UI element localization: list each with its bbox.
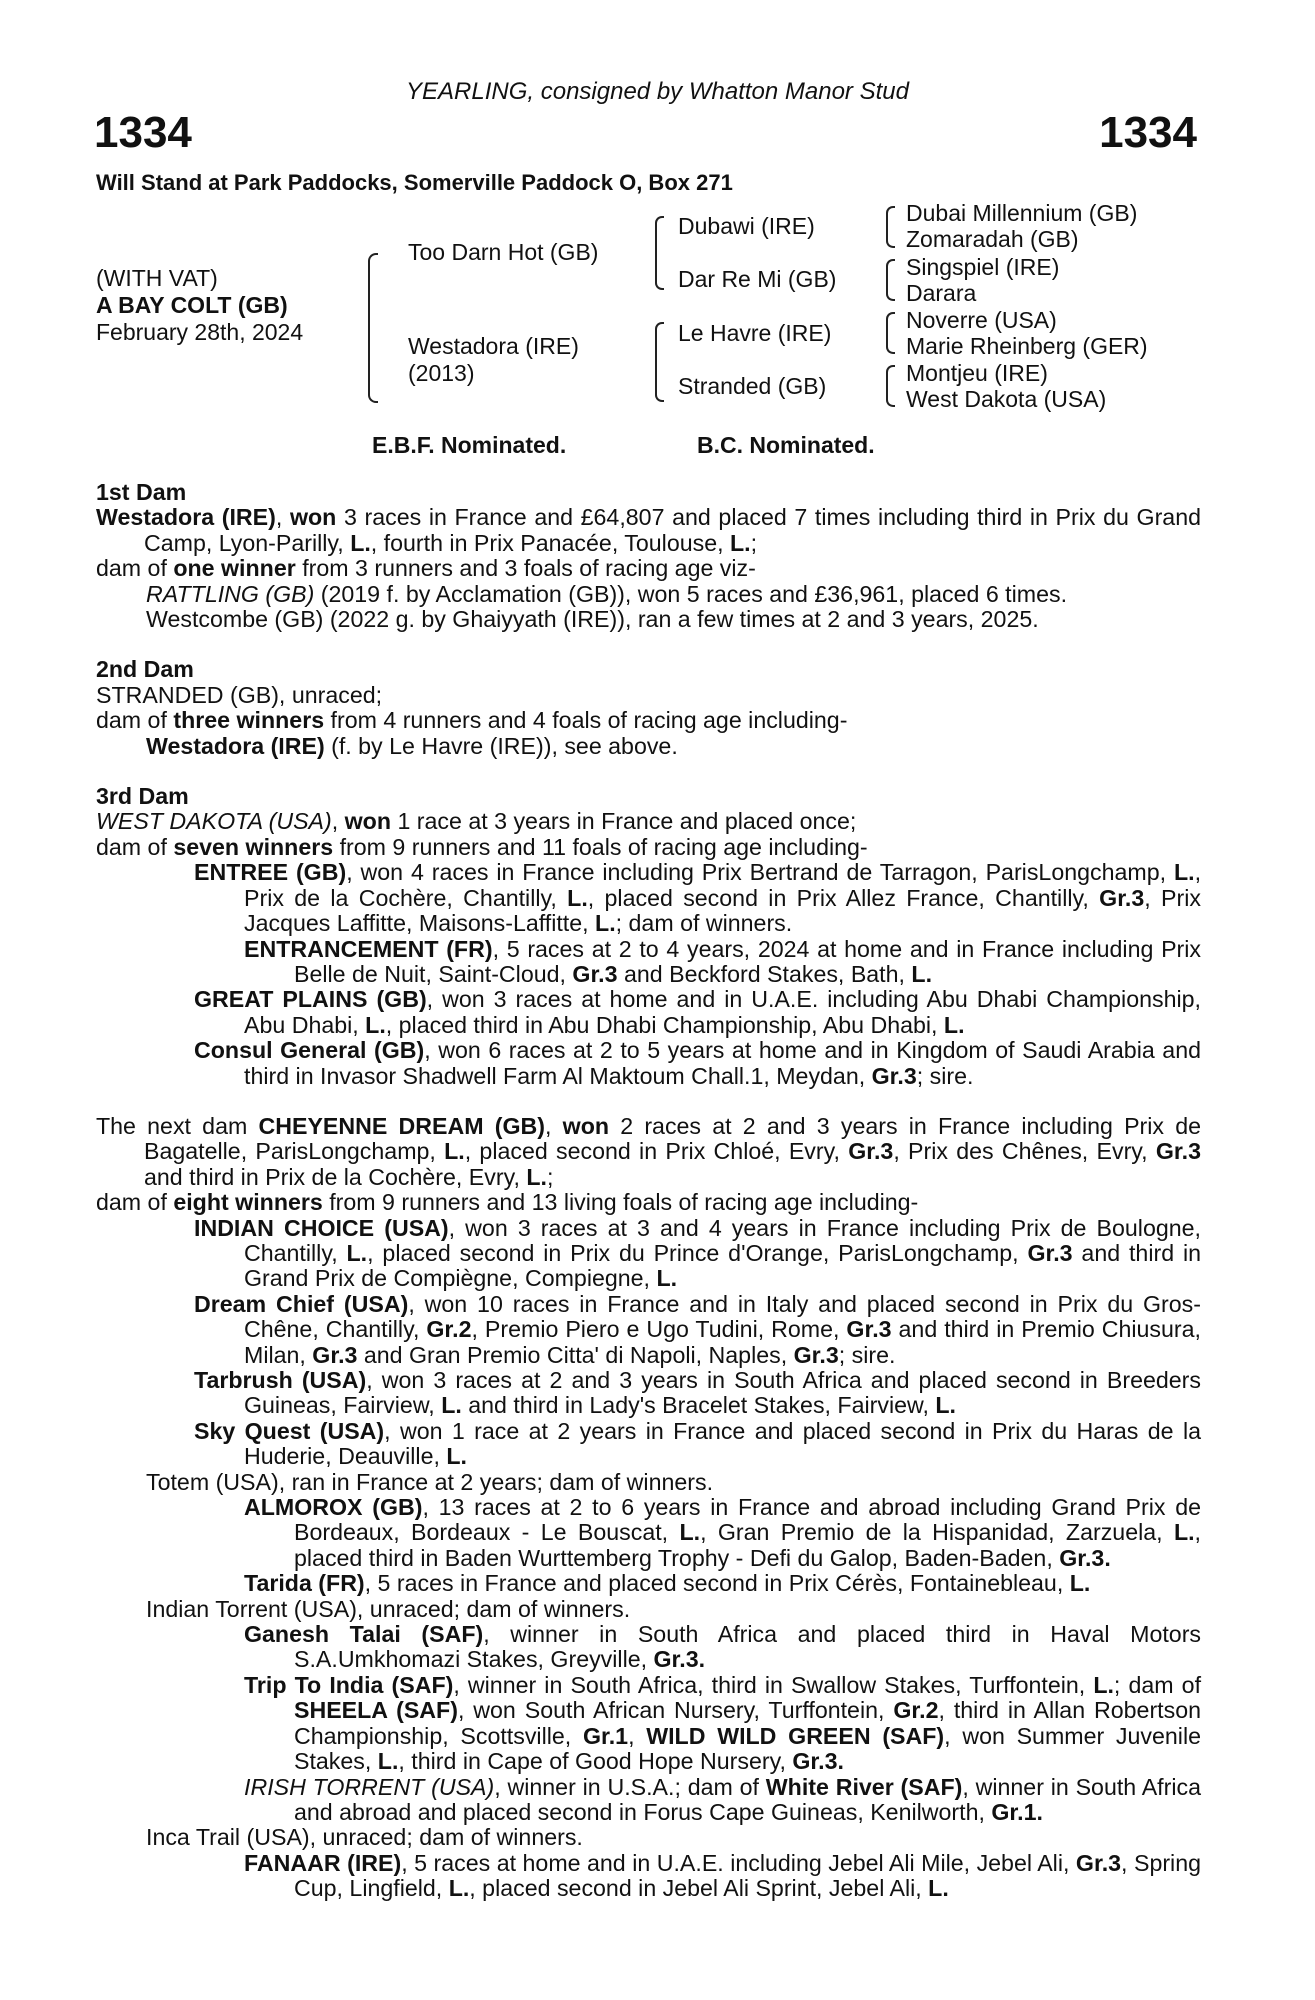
brace-4 xyxy=(886,365,895,407)
brace-3 xyxy=(886,312,895,354)
progeny-tarbrush: Tarbrush (USA), won 3 races at 2 and 3 years in South Africa and placed second in Breeders Guineas, Fairview, L. and third in Lady's Bracelet Stakes, Fairview, L. xyxy=(194,1367,1201,1419)
second-dam-record: STRANDED (GB), unraced; xyxy=(96,681,383,708)
progeny-westcombe: Westcombe (GB) (2022 g. by Ghaiyyath (IRE)), ran a few times at 2 and 3 years, 2025. xyxy=(146,606,1039,633)
sire-name: Too Darn Hot (GB) xyxy=(408,239,599,265)
progeny-fanaar: FANAAR (IRE), 5 races at home and in U.A.E. including Jebel Ali Mile, Jebel Ali, Gr.3, Spring Cup, Lingfield, L., placed second in Jebel Ali Sprint, Jebel Ali, L. xyxy=(244,1849,1202,1902)
next-dam-produce: dam of eight winners from 9 runners and 13 living foals of racing age including- xyxy=(96,1189,919,1216)
progeny-totem: Totem (USA), ran in France at 2 years; dam of winners. xyxy=(146,1468,714,1495)
ebf-nomination: E.B.F. Nominated. xyxy=(372,432,567,458)
progeny-ganesh-talai: Ganesh Talai (SAF), winner in South Africa and placed third in Haval Motors S.A.Umkhomazi Stakes, Greyville, Gr.3. xyxy=(244,1621,1202,1673)
third-dam-record: WEST DAKOTA (USA), won 1 race at 3 years in France and placed once; xyxy=(96,808,857,835)
progeny-indian-choice: INDIAN CHOICE (USA), won 3 races at 3 and 4 years in France including Prix de Boulogne, Chantilly, L., placed second in Prix du Prince d'Orange, ParisLongchamp, Gr.3 and third in Grand Prix de Compiègne, Compiegne, L. xyxy=(194,1214,1201,1292)
lot-number-right: 1334 xyxy=(1099,108,1197,157)
progeny-indian-torrent: Indian Torrent (USA), unraced; dam of winners. xyxy=(146,1595,631,1622)
sire-brace xyxy=(655,216,664,290)
third-dam-produce: dam of seven winners from 9 runners and 11 foals of racing age including- xyxy=(96,833,868,860)
sire-sire: Dubawi (IRE) xyxy=(678,213,815,239)
progeny-westadora: Westadora (IRE) (f. by Le Havre (IRE)), see above. xyxy=(146,732,678,759)
first-dam-produce: dam of one winner from 3 runners and 3 foals of racing age viz- xyxy=(96,555,756,582)
next-dam-record: The next dam CHEYENNE DREAM (GB), won 2 races at 2 and 3 years in France including Prix de Bagatelle, ParisLongchamp, L., placed second in Prix Chloé, Evry, Gr.3, Prix des Chênes, Evry, Gr.3 and third in Prix de la Cochère, Evry, L.; xyxy=(96,1112,1202,1190)
first-dam-heading: 1st Dam xyxy=(96,479,187,505)
brace-1 xyxy=(886,206,895,248)
first-dam-record: Westadora (IRE), won 3 races in France and £64,807 and placed 7 times including third in Prix du Grand Camp, Lyon-Parilly, L., fourth in Prix Panacée, Toulouse, L.; xyxy=(96,504,1201,556)
sale-subtitle: YEARLING, consigned by Whatton Manor Stud xyxy=(406,78,909,105)
stand-location: Will Stand at Park Paddocks, Somerville Paddock O, Box 271 xyxy=(96,170,733,195)
second-dam-produce: dam of three winners from 4 runners and 4 foals of racing age including- xyxy=(96,707,848,734)
lot-number-left: 1334 xyxy=(94,108,192,157)
ggs-5: Noverre (USA) xyxy=(906,307,1057,333)
progeny-tarida: Tarida (FR), 5 races in France and placed second in Prix Cérès, Fontainebleau, L. xyxy=(244,1570,1091,1597)
progeny-rattling: RATTLING (GB) (2019 f. by Acclamation (GB)), won 5 races and £36,961, placed 6 times. xyxy=(146,580,1068,607)
foaling-date: February 28th, 2024 xyxy=(96,319,304,345)
dam-sire: Le Havre (IRE) xyxy=(678,320,832,346)
progeny-dream-chief: Dream Chief (USA), won 10 races in France and in Italy and placed second in Prix du Gros-Chêne, Chantilly, Gr.2, Premio Piero e Ugo Tudini, Rome, Gr.3 and third in Premio Chiusura, Milan, Gr.3 and Gran Premio Citta' di Napoli, Naples, Gr.3; sire. xyxy=(194,1290,1201,1368)
dam-brace xyxy=(655,322,664,402)
ggs-2: Zomaradah (GB) xyxy=(906,226,1079,252)
brace-2 xyxy=(886,259,895,301)
progeny-entrancement: ENTRANCEMENT (FR), 5 races at 2 to 4 years, 2024 at home and in France including Prix Belle de Nuit, Saint-Cloud, Gr.3 and Beckford Stakes, Bath, L. xyxy=(244,935,1201,987)
progeny-sky-quest: Sky Quest (USA), won 1 race at 2 years in France and placed second in Prix du Haras de la Huderie, Deauville, L. xyxy=(194,1417,1201,1470)
ggs-1: Dubai Millennium (GB) xyxy=(906,200,1138,226)
catalogue-text xyxy=(96,480,1201,1902)
pedigree-brace xyxy=(368,253,378,403)
vat-note: (WITH VAT) xyxy=(96,265,218,291)
ggs-8: West Dakota (USA) xyxy=(906,386,1107,412)
bc-nomination: B.C. Nominated. xyxy=(697,432,875,458)
ggs-6: Marie Rheinberg (GER) xyxy=(906,333,1148,359)
progeny-entree: ENTREE (GB), won 4 races in France including Prix Bertrand de Tarragon, ParisLongchamp, L., Prix de la Cochère, Chantilly, L., placed second in Prix Allez France, Chantilly, Gr.3, Prix Jacques Laffitte, Maisons-Laffitte, L.; dam of winners. xyxy=(194,859,1202,937)
horse-name: A BAY COLT (GB) xyxy=(96,292,288,318)
ggs-4: Darara xyxy=(906,280,977,306)
sire-dam: Dar Re Mi (GB) xyxy=(678,266,837,292)
ggs-3: Singspiel (IRE) xyxy=(906,254,1060,280)
progeny-irish-torrent: IRISH TORRENT (USA), winner in U.S.A.; dam of White River (SAF), winner in South Africa and abroad and placed second in Forus Cape Guineas, Kenilworth, Gr.1. xyxy=(244,1773,1201,1825)
ggs-7: Montjeu (IRE) xyxy=(906,360,1048,386)
second-dam-heading: 2nd Dam xyxy=(96,656,194,683)
dam-year: (2013) xyxy=(408,360,475,386)
progeny-great-plains: GREAT PLAINS (GB), won 3 races at home and in U.A.E. including Abu Dhabi Championship, Abu Dhabi, L., placed third in Abu Dhabi Championship, Abu Dhabi, L. xyxy=(194,986,1201,1038)
progeny-inca-trail: Inca Trail (USA), unraced; dam of winners. xyxy=(146,1824,583,1851)
dam-name: Westadora (IRE) xyxy=(408,333,579,359)
third-dam-heading: 3rd Dam xyxy=(96,783,189,810)
dam-dam: Stranded (GB) xyxy=(678,373,827,399)
progeny-almorox: ALMOROX (GB), 13 races at 2 to 6 years in France and abroad including Grand Prix de Bordeaux, Bordeaux - Le Bouscat, L., Gran Premio de la Hispanidad, Zarzuela, L., placed third in Baden Wurttemberg Trophy - Defi du Galop, Baden-Baden, Gr.3. xyxy=(244,1494,1201,1571)
progeny-consul-general: Consul General (GB), won 6 races at 2 to 5 years at home and in Kingdom of Saudi Arabia and third in Invasor Shadwell Farm Al Maktoum Chall.1, Meydan, Gr.3; sire. xyxy=(194,1037,1201,1089)
progeny-trip-to-india: Trip To India (SAF), winner in South Africa, third in Swallow Stakes, Turffontein, L.; dam of SHEELA (SAF), won South African Nursery, Turffontein, Gr.2, third in Allan Robertson Championship, Scottsville, Gr.1, WILD WILD GREEN (SAF), won Summer Juvenile Stakes, L., third in Cape of Good Hope Nursery, Gr.3. xyxy=(244,1671,1202,1775)
